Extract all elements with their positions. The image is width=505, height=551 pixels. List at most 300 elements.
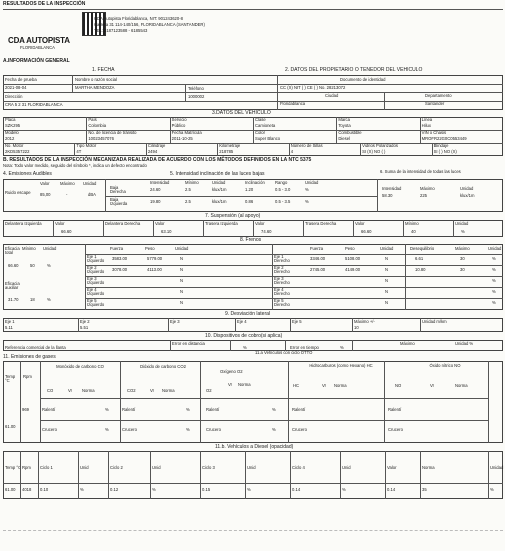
departamento-label: Departamento xyxy=(425,93,452,98)
company-logo: CDA AUTOPISTA xyxy=(8,36,70,45)
vehicle-field-label: Kilometraje xyxy=(219,143,241,148)
luces-side-label: Baja Derecha xyxy=(110,185,126,195)
vehicle-field-label: Número de Sillas xyxy=(290,143,323,148)
freno-fuerza-der: 2745.00 xyxy=(310,267,326,272)
diesel-header: Ciclo 4 xyxy=(292,465,305,470)
company-line-1: CDA Autopista Floridablanca, NIT: 901243620-8 xyxy=(94,16,183,21)
freno-maximo: 30 xyxy=(460,267,465,272)
freno-unidad-izq: N xyxy=(180,300,184,305)
frenos-header: Peso xyxy=(145,246,155,251)
hc-norma: Norma xyxy=(334,383,347,388)
cobro-ref-label: Referencia comercial de la llanta xyxy=(5,345,66,350)
freno-unidad-izq: N xyxy=(180,256,184,261)
vehicle-field-value: Colombia xyxy=(88,123,107,128)
luces-value: 2.5 xyxy=(185,199,191,204)
co-ralenti: Ralentí xyxy=(42,407,56,412)
table-line xyxy=(253,117,254,130)
documento-value: CC (X) NIT ( ) CE ( ) No. 28213072 xyxy=(280,85,346,90)
luces-header: Inclinación xyxy=(245,180,265,185)
desviacion-value: 5.51 xyxy=(80,325,89,330)
ruido-valor: 85,00 xyxy=(40,192,51,197)
freno-unidad-pct: % xyxy=(492,289,496,294)
vehicle-field-label: Clase xyxy=(255,117,266,122)
desviacion-label: Eje 2 xyxy=(80,319,90,324)
cobro-err-tiempo: Error en tiempo xyxy=(290,345,319,350)
frenos-header: Desequilibrio xyxy=(410,246,435,251)
table-line xyxy=(20,451,21,499)
hc-ralenti: Ralentí xyxy=(292,407,306,412)
table-line xyxy=(340,451,341,499)
hc-sub: HC xyxy=(293,383,300,388)
vehicle-field-value: Público xyxy=(171,123,186,128)
diesel-header: Unid xyxy=(80,465,89,470)
freno-eje-izq: Eje 3 Izquierdo xyxy=(87,276,105,286)
suspension-value: 63.10 xyxy=(161,229,172,234)
o2-ralenti: Ralentí xyxy=(206,407,220,412)
luces-value: 0.5 - 3.5 xyxy=(275,199,291,204)
co-crucero: Crucero xyxy=(42,427,57,432)
departamento-value: Santander xyxy=(425,101,445,106)
document-title: RESULTADOS DE LA INSPECCIÓN xyxy=(3,1,86,7)
suspension-value: 66.60 xyxy=(61,229,72,234)
vehicle-field-label: Tipo Motor xyxy=(76,143,97,148)
eficacia-total-value: 66.60 xyxy=(8,263,19,268)
co-vr: Vr xyxy=(68,388,73,393)
freno-eje-izq: Eje 4 Izquierdo xyxy=(87,287,105,297)
eficacia-aux-value: % xyxy=(47,297,51,302)
gases-temp-label: Temp °C xyxy=(5,374,16,384)
no-ralenti: Ralentí xyxy=(388,407,402,412)
gases-title: 11. Emisiones de gases xyxy=(3,354,56,360)
diesel-value: 0.14 xyxy=(292,487,301,492)
luces-value: 0.5 - 3.0 xyxy=(275,187,291,192)
vehicle-field-value: Camioneta xyxy=(255,123,276,128)
table-line xyxy=(53,220,54,237)
suspension-value: 66.60 xyxy=(361,229,372,234)
freno-fuerza-der: 3346.00 xyxy=(310,256,326,261)
table-line xyxy=(200,451,201,499)
ruido-title: 4. Emisiones Audibles xyxy=(3,171,52,177)
freno-eje-izq: Eje 1 Izquierdo xyxy=(87,254,105,264)
vehicle-field-label: Vidrios Polarizados xyxy=(362,143,398,148)
table-line xyxy=(289,143,290,156)
direccion-value: CRA 5 2 31 FLORIDABLANCA xyxy=(5,102,63,107)
nombre-label: Nombre o razón social xyxy=(75,77,117,82)
vehicle-field-value: 2012 xyxy=(5,136,15,141)
table-line xyxy=(86,117,87,130)
suspension-label: Valor xyxy=(55,221,65,226)
table-line xyxy=(146,143,147,156)
table-line xyxy=(153,220,154,237)
diesel-value: 0.12 xyxy=(110,487,119,492)
vehicle-field-value: Hilux xyxy=(421,123,431,128)
hc-crucero: Crucero xyxy=(292,427,307,432)
freno-unidad-izq: N xyxy=(180,289,184,294)
vehicle-field-value: 218785 xyxy=(219,149,234,154)
table-line xyxy=(420,117,421,130)
diesel-value: 35 xyxy=(422,487,427,492)
luces-value: % xyxy=(305,187,309,192)
suspension-value: % xyxy=(461,229,465,234)
vehicle-field-value: MROFR22G0C0553449 xyxy=(421,136,467,141)
diesel-header: Rpm xyxy=(22,465,31,470)
table-line xyxy=(168,318,169,332)
eficacia-aux-label: Eficacia auxiliar xyxy=(5,281,20,291)
section-b-title: B. RESULTADOS DE LA INSPECCIÓN MECANIZADA REALIZADA DE ACUERDO CON LOS MÉTODOS DEFINIDOS EN LA NTC 5375 xyxy=(3,157,312,163)
diesel-header: Valor xyxy=(387,465,397,470)
ruido-header-valor: Valor xyxy=(40,181,50,186)
table-line xyxy=(86,130,87,143)
suspension-label: Trasera Izquierda xyxy=(205,221,238,226)
vehicle-field-label: Placa xyxy=(5,117,16,122)
table-line xyxy=(290,318,291,332)
freno-unidad-pct: % xyxy=(492,300,496,305)
eficacia-aux-value: 18 xyxy=(30,297,35,302)
vehicle-field-label: Modelo xyxy=(5,130,19,135)
luces-header: Intensidad xyxy=(150,180,170,185)
hc-title: Hidrocarburos (como Hexano) HC xyxy=(309,363,373,368)
co2-sub: CO2 xyxy=(127,388,136,393)
table-line xyxy=(353,220,354,237)
suspension-title: 7. Suspensión (al apoyo) xyxy=(205,213,261,219)
diesel-header: Unid xyxy=(247,465,256,470)
suma-header: Intensidad xyxy=(382,186,402,191)
company-logo-sub: FLORIDABLANCA xyxy=(20,45,55,50)
suspension-label: Valor xyxy=(155,221,165,226)
luces-side-label: Baja Izquierda xyxy=(110,197,128,207)
suspension-label: Valor xyxy=(355,221,365,226)
no-crucero: Crucero xyxy=(388,427,403,432)
luces-header: Unidad xyxy=(305,180,319,185)
diesel-header: Temp °C xyxy=(5,465,22,470)
vehicle-field-label: No. de licencia de tránsito xyxy=(88,130,137,135)
luces-value: 0.86 xyxy=(245,199,254,204)
frenos-header: Mínimo xyxy=(22,246,36,251)
diesel-header: Norma xyxy=(422,465,435,470)
table-line xyxy=(38,451,39,499)
vehicle-field-value: SI (X) NO ( ) xyxy=(362,149,386,154)
luces-value: 2.5 xyxy=(185,187,191,192)
frenos-header: Fuerza xyxy=(310,246,324,251)
suma-value: 58.30 xyxy=(382,193,393,198)
table-line xyxy=(235,318,236,332)
cobro-unidad: Unidad % xyxy=(455,341,474,346)
section-a-title: A.INFORMACIÓN GENERAL xyxy=(3,58,70,64)
co-pct-r: % xyxy=(105,407,109,412)
vehicle-field-label: Línea xyxy=(421,117,433,122)
table-line xyxy=(403,220,404,237)
vehicle-field-value: 4 xyxy=(290,149,294,154)
ruido-header-unidad: Unidad xyxy=(83,181,97,186)
frenos-header: Unidad xyxy=(43,246,57,251)
freno-unidad-der: N xyxy=(385,278,389,283)
table-line xyxy=(170,130,171,143)
vehicle-field-value: Super Blanco xyxy=(255,136,281,141)
eficacia-aux-value: 31.70 xyxy=(8,297,19,302)
telefono-value: 1000002 xyxy=(188,94,205,99)
co2-ralenti: Ralentí xyxy=(122,407,136,412)
freno-unidad-der: N xyxy=(385,256,389,261)
telefono-label: Teléfono xyxy=(188,86,204,91)
vehicle-field-value: 10023457076 xyxy=(88,136,114,141)
diesel-value: 0.15 xyxy=(202,487,211,492)
cobro-err-distancia: Error en distancia xyxy=(172,341,205,346)
diesel-value: 0.10 xyxy=(40,487,49,492)
vehicle-field-value: 2KD5357222 xyxy=(5,149,30,154)
vehicle-field-label: Combustible xyxy=(338,130,362,135)
diesel-header: Unidad xyxy=(490,465,504,470)
fecha-label: Fecha de prueba xyxy=(5,77,37,82)
table-line xyxy=(78,318,79,332)
gases-rpm-label: Rpm xyxy=(23,374,32,379)
owner-title: 2. DATOS DEL PROPIETARIO O TENEDOR DEL VEHICULO xyxy=(285,67,423,73)
ruido-unidad: dBA xyxy=(88,192,96,197)
freno-peso-izq: 4113.00 xyxy=(147,267,162,272)
table-line xyxy=(253,130,254,143)
diesel-header: Ciclo 2 xyxy=(110,465,123,470)
gases-temp-value: 61.00 xyxy=(5,424,16,429)
luces-value: klux/1m xyxy=(212,199,227,204)
o2-norma: Norma xyxy=(238,382,251,387)
diesel-value: % xyxy=(152,487,156,492)
table-line xyxy=(203,220,204,237)
no-norma: Norma xyxy=(455,383,468,388)
divider xyxy=(3,9,503,10)
freno-eje-der: Eje 2 Derecho xyxy=(274,265,290,275)
desviacion-label: Máximo +/- xyxy=(354,319,375,324)
co-pct-c: % xyxy=(105,427,109,432)
table-line xyxy=(488,451,489,499)
co2-vr: Vr xyxy=(150,388,155,393)
freno-eje-der: Eje 5 Derecho xyxy=(274,298,290,308)
suspension-label: Valor xyxy=(255,221,265,226)
desviacion-label: Eje 5 xyxy=(292,319,302,324)
ciudad-label: Ciudad xyxy=(325,93,339,98)
company-line-2: Carrera 31 114-140/156, FLORIDABLANCA (SANTANDER) xyxy=(94,22,205,27)
vehicle-field-value: SZK295 xyxy=(5,123,21,128)
cobro-table xyxy=(3,340,503,351)
diesel-value: % xyxy=(342,487,346,492)
suspension-value: 74.60 xyxy=(261,229,272,234)
frenos-header: Unidad xyxy=(175,246,189,251)
freno-desequilibrio: 10.80 xyxy=(415,267,426,272)
luces-value: 1.20 xyxy=(245,187,254,192)
diesel-header: Ciclo 1 xyxy=(40,465,53,470)
o2-pct-c: % xyxy=(272,427,276,432)
luces-value: % xyxy=(305,199,309,204)
diesel-header: Unid xyxy=(152,465,161,470)
table-line xyxy=(432,143,433,156)
suma-value: klux/1m xyxy=(460,193,475,198)
table-line xyxy=(336,117,337,130)
frenos-header: Fuerza xyxy=(110,246,124,251)
freno-unidad-der: N xyxy=(385,267,389,272)
diesel-value: % xyxy=(490,487,494,492)
vehicle-field-label: VIN o Chasis xyxy=(421,130,447,135)
fecha-title: 1. FECHA xyxy=(92,67,115,73)
luces-value: 24.60 xyxy=(150,187,161,192)
frenos-header: Unidad xyxy=(488,246,502,251)
suma-header: Máximo xyxy=(420,186,435,191)
no-sub: NO xyxy=(395,383,402,388)
diesel-header: Unid xyxy=(342,465,351,470)
no-vr: Vr xyxy=(430,383,435,388)
cobro-title: 10. Dispositivos de cobro(si aplica) xyxy=(205,333,283,339)
diesel-value: % xyxy=(247,487,251,492)
vehicle-field-label: País xyxy=(88,117,97,122)
desviacion-label: Eje 3 xyxy=(170,319,180,324)
co2-crucero: Crucero xyxy=(122,427,137,432)
desviacion-value: 5.11 xyxy=(5,325,13,330)
vehicle-field-value: 2011-10-25 xyxy=(171,136,193,141)
gases-rpm-value: 969 xyxy=(22,407,29,412)
vehicle-title: 3.DATOS DEL VEHICULO xyxy=(212,110,271,116)
hc-vr: Vr xyxy=(322,383,327,388)
table-line xyxy=(385,451,386,499)
desviacion-label: Eje 1 xyxy=(5,319,15,324)
table-line xyxy=(420,451,421,499)
table-line xyxy=(245,451,246,499)
freno-maximo: 30 xyxy=(460,256,465,261)
freno-peso-der: 4149.00 xyxy=(345,267,361,272)
company-line-3: TEL: 3187123588 - 6185543 xyxy=(94,28,148,33)
suspension-value: 40 xyxy=(411,229,416,234)
frenos-header: Unidad xyxy=(380,246,394,251)
co-norma: Norma xyxy=(82,388,95,393)
diesel-value: % xyxy=(80,487,84,492)
table-line xyxy=(352,318,353,332)
vehicle-field-label: Marca xyxy=(338,117,350,122)
suspension-label: Unidad xyxy=(455,221,469,226)
table-line xyxy=(78,451,79,499)
co2-title: Dióxido de carbono CO2 xyxy=(140,364,186,369)
table-line xyxy=(290,451,291,499)
cobro-pct-2: % xyxy=(340,345,344,350)
luces-header: Rango xyxy=(275,180,288,185)
ruido-label: Ruido escape xyxy=(5,190,31,195)
co2-norma: Norma xyxy=(162,388,175,393)
fecha-value: 2021-08-04 xyxy=(5,85,27,90)
eficacia-total-value: 50 xyxy=(30,263,35,268)
table-line xyxy=(360,143,361,156)
freno-fuerza-izq: 3078.00 xyxy=(112,267,128,272)
cobro-pct-1: % xyxy=(243,345,247,350)
freno-eje-der: Eje 3 Derecho xyxy=(274,276,290,286)
table-line xyxy=(420,130,421,143)
frenos-header: Peso xyxy=(345,246,355,251)
freno-unidad-pct: % xyxy=(492,278,496,283)
freno-unidad-der: N xyxy=(385,289,389,294)
desviacion-value: 10 xyxy=(354,325,359,330)
o2-vr: Vr xyxy=(228,382,233,387)
suspension-label: Delantera Derecha xyxy=(105,221,141,226)
vehicle-field-value: 2494 xyxy=(147,149,158,154)
o2-sub: O2 xyxy=(206,388,212,393)
vehicle-field-label: Cilindraje xyxy=(147,143,166,148)
table-line xyxy=(420,318,421,332)
freno-unidad-pct: % xyxy=(492,256,496,261)
table-line xyxy=(253,220,254,237)
desviacion-title: 9. Desviación lateral xyxy=(225,311,271,317)
diesel-value: 4018 xyxy=(22,487,32,492)
freno-eje-izq: Eje 2 Izquierdo xyxy=(87,265,105,275)
table-line xyxy=(217,143,218,156)
table-line xyxy=(150,451,151,499)
suspension-label: Delantera Izquierda xyxy=(5,221,42,226)
desviacion-label: Unidad m/km xyxy=(422,319,447,324)
o2-pct-r: % xyxy=(272,407,276,412)
direccion-label: Dirección xyxy=(5,94,23,99)
no-title: Óxido nítrico NO xyxy=(429,363,461,368)
suspension-label: Trasera Derecha xyxy=(305,221,337,226)
luces-header: Unidad xyxy=(212,180,226,185)
ciudad-value: Floridablanca xyxy=(280,101,306,106)
vehicle-field-label: Servicio xyxy=(171,117,187,122)
diesel-value: 0.14 xyxy=(387,487,396,492)
co-title: Monóxido de carbono CO xyxy=(56,364,104,369)
suma-header: Unidad xyxy=(460,186,474,191)
co2-pct-r: % xyxy=(186,407,190,412)
table-line xyxy=(108,451,109,499)
luces-value: 19.80 xyxy=(150,199,161,204)
frenos-header: Eficacia total xyxy=(5,246,20,256)
co-sub: CO xyxy=(47,388,54,393)
nombre-value: MARTHA MENDOZA xyxy=(75,85,115,90)
vehicle-field-value: 4T xyxy=(76,149,82,154)
gases-table xyxy=(3,361,503,443)
co2-pct-c: % xyxy=(186,427,190,432)
section-b-note: Nota: Todo valor medido, seguido del símbolo *, indica un defecto encontrado xyxy=(3,163,147,168)
freno-unidad-izq: N xyxy=(180,267,184,272)
freno-fuerza-izq: 3583.00 xyxy=(112,256,128,261)
freno-peso-der: 5108.00 xyxy=(345,256,361,261)
table-line xyxy=(103,220,104,237)
ruido-header-maximo: Máximo xyxy=(60,181,75,186)
frenos-header: Máximo xyxy=(455,246,470,251)
otto-title: 11.a Vehículos con ciclo OTTO xyxy=(255,350,313,355)
table-line xyxy=(170,117,171,130)
eficacia-total-value: % xyxy=(47,263,51,268)
footer-divider xyxy=(3,530,503,531)
vehicle-field-label: Fecha Matrícula xyxy=(171,130,202,135)
desviacion-label: Eje 4 xyxy=(237,319,247,324)
luces-header: Mínimo xyxy=(185,180,199,185)
freno-unidad-izq: N xyxy=(180,278,184,283)
table-line xyxy=(336,130,337,143)
table-line xyxy=(453,220,454,237)
freno-eje-izq: Eje 5 Izquierdo xyxy=(87,298,105,308)
diesel-value: 61.00 xyxy=(5,487,16,492)
vehicle-field-value: SI ( ) NO (X) xyxy=(433,149,457,154)
ruido-maximo: - xyxy=(66,192,68,197)
cobro-maximo: Máximo xyxy=(400,341,415,346)
luces-value: klux/1m xyxy=(212,187,227,192)
freno-peso-izq: 5779.00 xyxy=(147,256,163,261)
vehicle-field-value: Diesel xyxy=(338,136,350,141)
freno-eje-der: Eje 1 Derecho xyxy=(274,254,290,264)
vehicle-field-label: Color xyxy=(255,130,266,135)
freno-unidad-der: N xyxy=(385,300,389,305)
vehicle-field-label: No. Motor xyxy=(5,143,24,148)
suspension-label: Mínimo xyxy=(405,221,419,226)
diesel-title: 11.b. Vehículos a Diesel (opacidad) xyxy=(215,444,294,450)
suma-luces-title: 6. Suma de la intensidad de todas las luces xyxy=(380,169,461,174)
diesel-header: Ciclo 3 xyxy=(202,465,215,470)
suma-value: 225 xyxy=(420,193,427,198)
o2-title: Oxígeno O2 xyxy=(220,369,243,374)
freno-desequilibrio: 6.61 xyxy=(415,256,424,261)
luces-title: 5. Intensidad inclinación de las luces bajas xyxy=(170,171,265,177)
